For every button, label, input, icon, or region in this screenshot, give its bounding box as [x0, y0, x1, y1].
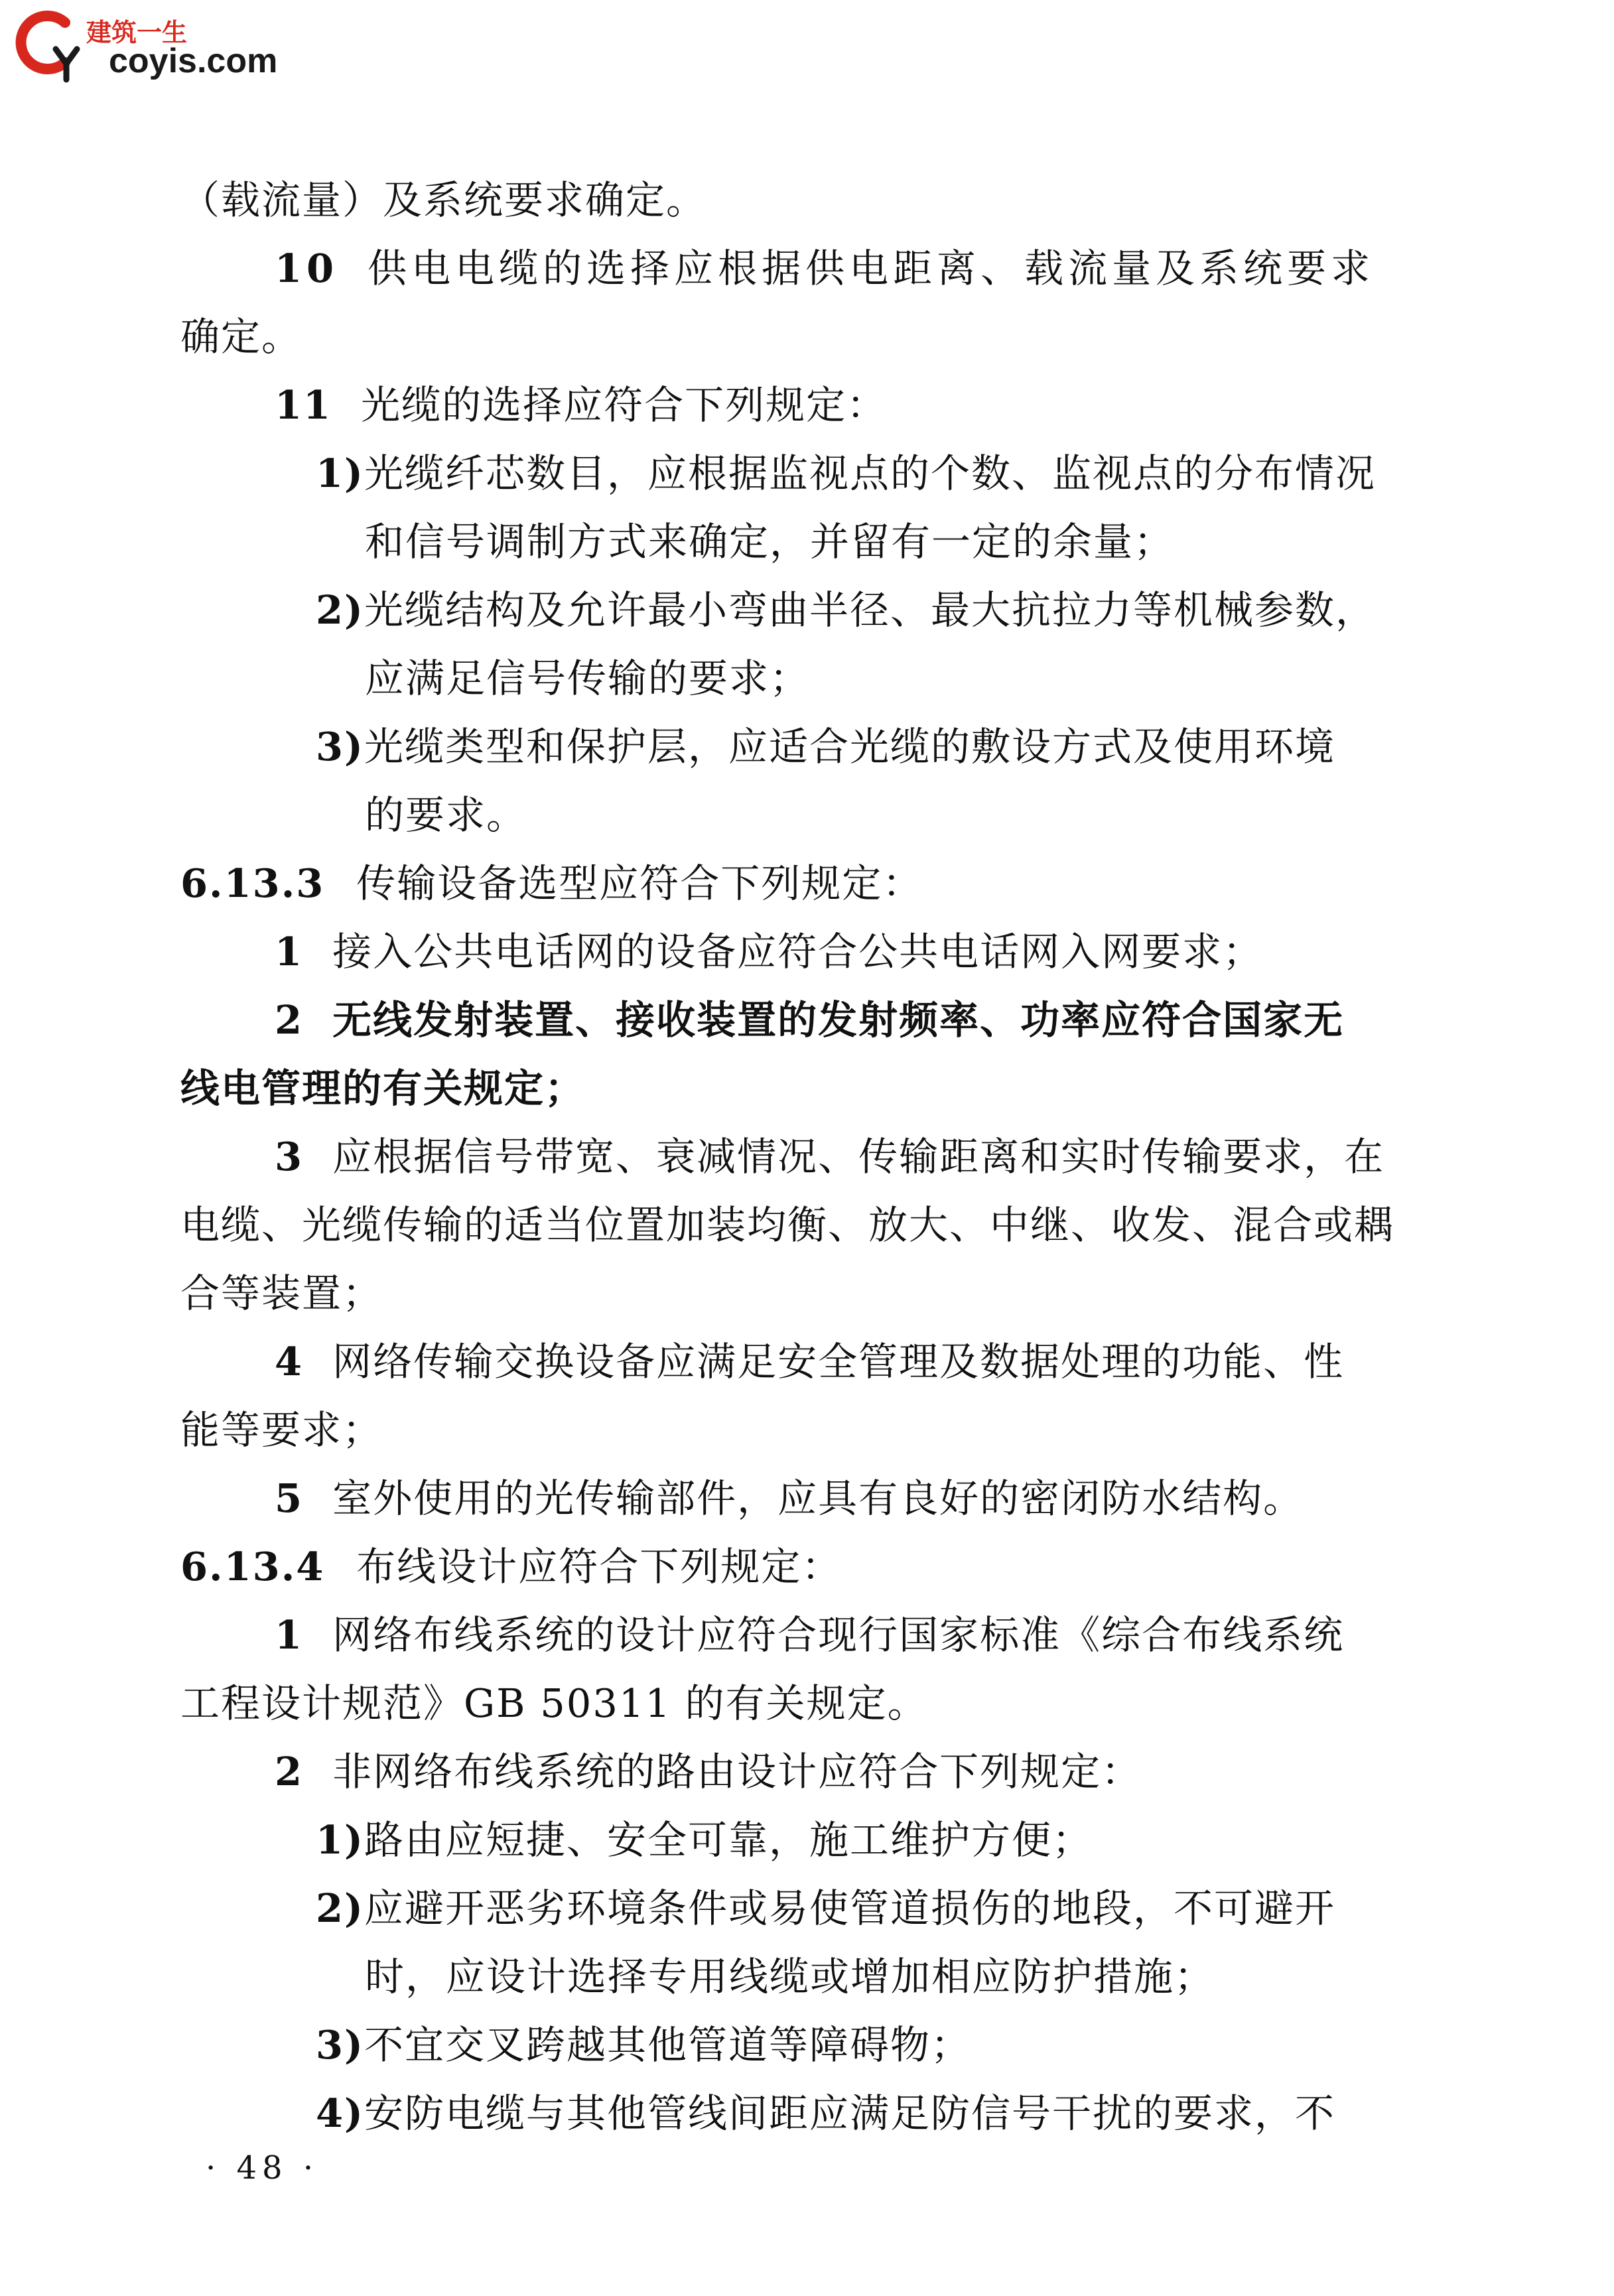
text-line: 应满足信号传输的要求； — [365, 655, 811, 701]
clause-item: 10 供电电缆的选择应根据供电距离、载流量及系统要求 — [180, 234, 1375, 303]
page-number: · 48 · — [206, 2149, 319, 2187]
sub-item-number: 4) — [316, 2090, 364, 2136]
clause-item-mandatory: 2 无线发射装置、接收装置的发射频率、功率应符合国家无 — [180, 986, 1344, 1054]
clause-item: 5 室外使用的光传输部件，应具有良好的密闭防水结构。 — [180, 1464, 1304, 1532]
section-number: 6.13.3 — [180, 860, 325, 906]
clause-item: 11 光缆的选择应符合下列规定： — [180, 371, 887, 439]
sub-item-number: 3) — [316, 2022, 364, 2068]
section-heading: 6.13.4 布线设计应符合下列规定： — [180, 1532, 842, 1601]
text-line: 合等装置； — [180, 1270, 383, 1316]
clause-number: 1 — [275, 929, 304, 975]
clause-number: 2 — [275, 997, 304, 1043]
clause-item: 2 非网络布线系统的路由设计应符合下列规定： — [180, 1737, 1142, 1806]
text-line: 时，应设计选择专用线缆或增加相应防护措施； — [365, 1954, 1215, 1999]
clause-item: 1 网络布线系统的设计应符合现行国家标准《综合布线系统 — [180, 1601, 1344, 1669]
text-line-mandatory: 线电管理的有关规定； — [180, 1065, 586, 1111]
clause-number: 11 — [275, 382, 332, 428]
clause-number: 4 — [275, 1339, 304, 1384]
sub-item-number: 2) — [316, 1885, 364, 1931]
clause-item: 4 网络传输交换设备应满足安全管理及数据处理的功能、性 — [180, 1327, 1344, 1396]
text-line: 的要求。 — [365, 792, 527, 838]
section-heading: 6.13.3 传输设备选型应符合下列规定： — [180, 849, 923, 917]
sub-item-number: 1) — [316, 1817, 364, 1863]
sub-item: 1)路由应短捷、安全可靠，施工维护方便； — [180, 1806, 1093, 1874]
sub-item: 4)安防电缆与其他管线间距应满足防信号干扰的要求，不 — [180, 2079, 1335, 2147]
text-line: 确定。 — [180, 314, 303, 360]
text-line: 能等要求； — [180, 1407, 383, 1453]
text-line: （载流量）及系统要求确定。 — [180, 177, 707, 223]
clause-number: 1 — [275, 1612, 304, 1658]
clause-item: 3 应根据信号带宽、衰减情况、传输距离和实时传输要求，在 — [180, 1122, 1384, 1191]
text-line: 电缆、光缆传输的适当位置加装均衡、放大、中继、收发、混合或耦 — [180, 1202, 1395, 1248]
section-number: 6.13.4 — [180, 1544, 325, 1589]
text-line: 工程设计规范》GB 50311 的有关规定。 — [180, 1680, 928, 1726]
sub-item: 3)光缆类型和保护层，应适合光缆的敷设方式及使用环境 — [180, 712, 1335, 781]
clause-number: 10 — [275, 245, 339, 291]
clause-number: 2 — [275, 1749, 304, 1794]
clause-item: 1 接入公共电话网的设备应符合公共电话网入网要求； — [180, 917, 1263, 986]
clause-number: 3 — [275, 1134, 304, 1180]
sub-item-number: 1) — [316, 450, 364, 496]
clause-number: 5 — [275, 1475, 304, 1521]
site-domain: coyis.com — [109, 42, 278, 80]
text-line: 和信号调制方式来确定，并留有一定的余量； — [365, 519, 1175, 565]
site-watermark-logo — [9, 5, 288, 85]
sub-item: 3)不宜交叉跨越其他管道等障碍物； — [180, 2011, 971, 2079]
sub-item-number: 3) — [316, 724, 364, 770]
sub-item: 1)光缆纤芯数目，应根据监视点的个数、监视点的分布情况 — [180, 439, 1376, 507]
cy-logo-icon — [9, 5, 89, 85]
sub-item: 2)光缆结构及允许最小弯曲半径、最大抗拉力等机械参数， — [180, 576, 1376, 644]
site-name-cn: 建筑一生 — [86, 18, 188, 47]
sub-item: 2)应避开恶劣环境条件或易使管道损伤的地段，不可避开 — [180, 1874, 1335, 1942]
sub-item-number: 2) — [316, 587, 364, 633]
